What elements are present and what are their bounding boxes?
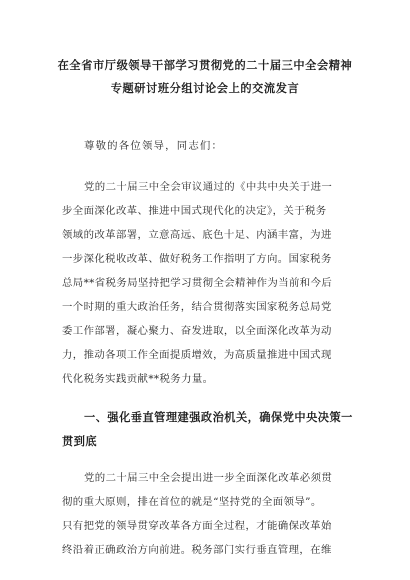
paragraph-line: 只有把党的领导贯穿改革各方面全过程，才能确保改革始 bbox=[62, 520, 332, 532]
paragraph-line: 党的二十届三中全会提出进一步全面深化改革必须贯 bbox=[84, 472, 333, 484]
paragraph-line: 一步深化税收改革、做好税务工作指明了方向。国家税务 bbox=[62, 253, 332, 265]
document-title-line-1: 在全省市厅级领导干部学习贯彻党的二十届三中全会精神 bbox=[57, 59, 353, 72]
paragraph-line: 委工作部署，凝心聚力、奋发进取，以全面深化改革为动 bbox=[62, 325, 332, 337]
salutation: 尊敬的各位领导，同志们： bbox=[84, 140, 224, 152]
paragraph-line: 总局**省税务局坚持把学习贯彻全会精神作为当前和今后 bbox=[62, 277, 333, 289]
paragraph-line: 一个时期的重大政治任务，结合贯彻落实国家税务总局党 bbox=[62, 301, 332, 313]
paragraph-line: 终沿着正确政治方向前进。税务部门实行垂直管理，在维 bbox=[62, 544, 332, 556]
paragraph-line: 力，推动各项工作全面提质增效，为高质量推进中国式现 bbox=[62, 349, 332, 361]
paragraph-line: 彻的重大原则，排在首位的就是“坚持党的全面领导”。 bbox=[62, 496, 322, 508]
document-title-line-2: 专题研讨班分组讨论会上的交流发言 bbox=[110, 82, 300, 95]
paragraph-line: 党的二十届三中全会审议通过的《中共中央关于进一 bbox=[84, 181, 333, 193]
paragraph-line: 步全面深化改革、推进中国式现代化的决定》，关于税务 bbox=[62, 205, 327, 217]
paragraph-line: 代化税务实践贡献**税务力量。 bbox=[62, 373, 214, 385]
section-heading-line-1: 一、强化垂直管理建强政治机关，确保党中央决策一 bbox=[84, 411, 353, 424]
section-heading-line-2: 贯到底 bbox=[62, 435, 98, 448]
paragraph-line: 领域的改革部署，立意高远、底色十足、内涵丰富，为进 bbox=[62, 229, 332, 241]
